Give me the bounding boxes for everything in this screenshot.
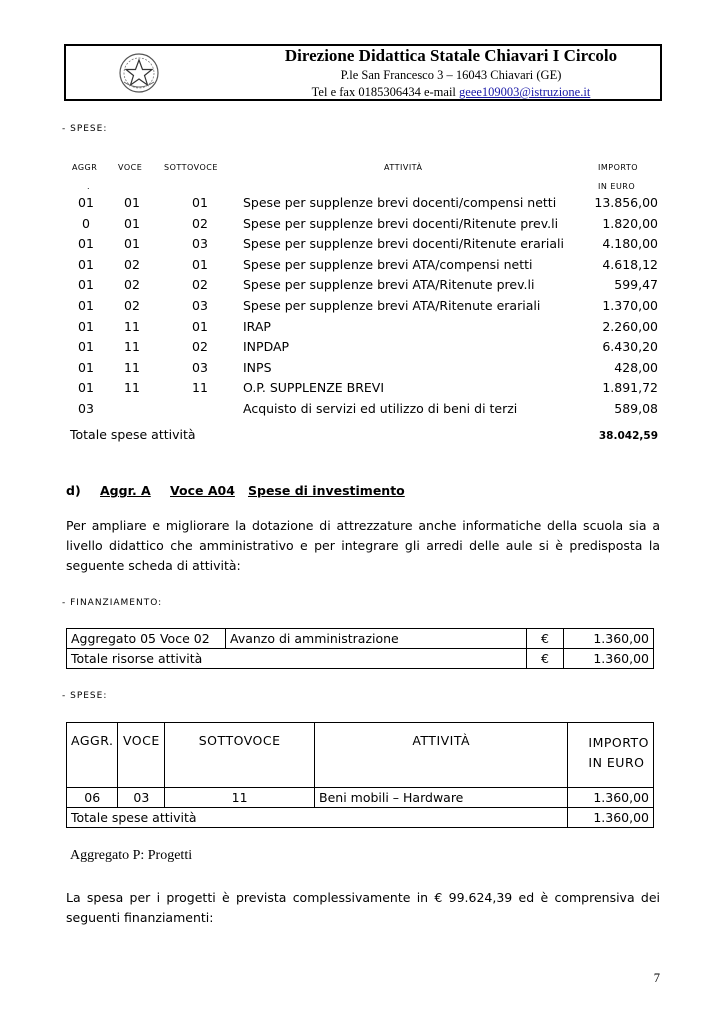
spese-cell-attivita: Spese per supplenze brevi docenti/compensi netti bbox=[243, 195, 557, 210]
col-head-aggr: AGGR bbox=[72, 163, 98, 172]
spese-label-2: - SPESE: bbox=[62, 691, 108, 701]
section-d-letter: d) bbox=[66, 483, 81, 498]
spese-cell-attivita: IRAP bbox=[243, 318, 271, 334]
spese-cell-importo: 1.891,72 bbox=[602, 380, 658, 396]
inv-head-sottovoce: SOTTOVOCE bbox=[165, 723, 315, 788]
aggregato-p-paragraph: La spesa per i progetti è prevista complessivamente in € 99.624,39 ed è comprensiva dei seguenti finanziamenti: bbox=[66, 890, 660, 925]
spese-cell-aggr: 01 bbox=[78, 277, 94, 293]
spese-cell-importo: 428,00 bbox=[614, 359, 658, 375]
table-row bbox=[67, 649, 654, 669]
inv-head-in-euro: IN EURO bbox=[588, 755, 645, 770]
school-name: Direzione Didattica Statale Chiavari I Circolo bbox=[284, 46, 618, 65]
total-spese-label: Totale spese attività bbox=[70, 427, 196, 442]
spese-cell-aggr: 01 bbox=[78, 298, 94, 313]
spese-cell-voce: 02 bbox=[124, 298, 140, 313]
page-number: 7 bbox=[653, 971, 660, 985]
spese-cell-importo: 2.260,00 bbox=[602, 318, 658, 334]
table-row bbox=[67, 808, 654, 828]
col-head-sottovoce: SOTTOVOCE bbox=[164, 163, 218, 172]
inv-head-attivita: ATTIVITÀ bbox=[315, 723, 568, 788]
fin-cell-currency: € bbox=[527, 629, 564, 649]
spese-cell-voce: 02 bbox=[124, 256, 140, 272]
spese-cell-sottovoce: 01 bbox=[192, 195, 208, 210]
spese-cell-importo: 4.180,00 bbox=[602, 236, 658, 252]
col-head-importo: IMPORTO bbox=[598, 163, 639, 172]
col-head-aggr-dot: . bbox=[87, 182, 91, 191]
spese-cell-voce: 02 bbox=[124, 277, 140, 293]
spese-cell-attivita: Spese per supplenze brevi ATA/compensi netti bbox=[243, 256, 533, 272]
spese-cell-attivita: O.P. SUPPLENZE BREVI bbox=[243, 380, 385, 396]
spese-cell-voce: 11 bbox=[124, 318, 140, 334]
spese-cell-importo: 6.430,20 bbox=[602, 339, 658, 355]
fin-cell-value: 1.360,00 bbox=[564, 629, 654, 649]
contact-phone: Tel e fax 0185306434 e-mail bbox=[311, 85, 460, 99]
spese-cell-attivita: Acquisto di servizi ed utilizzo di beni di terzi bbox=[243, 401, 518, 416]
inv-total-label: Totale spese attività bbox=[67, 808, 568, 828]
spese-cell-sottovoce: 11 bbox=[192, 380, 208, 396]
spese-cell-voce: 01 bbox=[124, 236, 140, 252]
fin-cell-aggregato: Aggregato 05 Voce 02 bbox=[67, 629, 226, 649]
col-head-in-euro: IN EURO bbox=[598, 182, 636, 191]
col-head-voce: VOCE bbox=[118, 163, 143, 172]
section-d-aggr: Aggr. A bbox=[100, 483, 151, 498]
spese-cell-importo: 4.618,12 bbox=[602, 256, 658, 272]
school-contact bbox=[244, 85, 658, 100]
spese-cell-attivita: Spese per supplenze brevi docenti/Ritenute prev.li bbox=[243, 215, 559, 231]
spese-cell-importo: 1.820,00 bbox=[602, 215, 658, 231]
total-spese-value: 38.042,59 bbox=[598, 430, 658, 442]
spese-cell-aggr: 01 bbox=[78, 236, 94, 252]
spese-label: - SPESE: bbox=[62, 124, 108, 134]
inv-cell-voce: 03 bbox=[118, 788, 165, 808]
section-d-title: Spese di investimento bbox=[248, 483, 405, 498]
table-row bbox=[67, 723, 654, 788]
aggregato-p-heading: Aggregato P: Progetti bbox=[70, 848, 193, 863]
spese-cell-attivita: Spese per supplenze brevi ATA/Ritenute erariali bbox=[243, 298, 541, 313]
spese-cell-sottovoce: 02 bbox=[192, 277, 208, 293]
col-head-attivita: ATTIVITÀ bbox=[384, 163, 423, 172]
spese-cell-voce: 11 bbox=[124, 359, 140, 375]
email-link[interactable]: geee109003@istruzione.it bbox=[459, 85, 591, 99]
spese-cell-aggr: 01 bbox=[78, 359, 94, 375]
spese-cell-aggr: 0 bbox=[82, 215, 90, 231]
inv-cell-attivita: Beni mobili – Hardware bbox=[315, 788, 568, 808]
italian-republic-emblem-icon bbox=[118, 52, 160, 94]
section-d-voce: Voce A04 bbox=[170, 483, 235, 498]
table-row bbox=[67, 788, 654, 808]
fin-total-currency: € bbox=[527, 649, 564, 669]
spese-cell-voce: 11 bbox=[124, 380, 140, 396]
spese-cell-sottovoce: 01 bbox=[192, 318, 208, 334]
inv-head-voce: VOCE bbox=[118, 723, 165, 788]
inv-total-value: 1.360,00 bbox=[568, 808, 654, 828]
spese-cell-sottovoce: 03 bbox=[192, 236, 208, 252]
table-row bbox=[67, 629, 654, 649]
inv-head-aggr: AGGR. bbox=[67, 723, 118, 788]
spese-cell-aggr: 01 bbox=[78, 380, 94, 396]
inv-head-importo bbox=[568, 723, 654, 788]
spese-cell-aggr: 01 bbox=[78, 256, 94, 272]
fin-total-label: Totale risorse attività bbox=[67, 649, 527, 669]
spese-cell-voce: 11 bbox=[124, 339, 140, 355]
spese-cell-importo: 589,08 bbox=[614, 401, 658, 416]
spese-investimento-table bbox=[66, 722, 654, 828]
spese-cell-voce: 01 bbox=[124, 215, 140, 231]
school-address: P.le San Francesco 3 – 16043 Chiavari (GE) bbox=[340, 68, 562, 82]
spese-cell-attivita: Spese per supplenze brevi ATA/Ritenute prev.li bbox=[243, 277, 535, 293]
spese-cell-importo: 1.370,00 bbox=[602, 298, 658, 313]
inv-cell-aggr: 06 bbox=[67, 788, 118, 808]
finanziamento-table bbox=[66, 628, 654, 669]
fin-total-value: 1.360,00 bbox=[564, 649, 654, 669]
spese-cell-sottovoce: 01 bbox=[192, 256, 208, 272]
spese-cell-importo: 13.856,00 bbox=[594, 195, 658, 210]
finanziamento-label: - FINANZIAMENTO: bbox=[62, 598, 163, 608]
spese-cell-attivita: Spese per supplenze brevi docenti/Ritenute erariali bbox=[243, 236, 564, 252]
spese-cell-sottovoce: 03 bbox=[192, 359, 208, 375]
spese-cell-sottovoce: 02 bbox=[192, 215, 208, 231]
spese-cell-aggr: 01 bbox=[78, 339, 94, 355]
spese-cell-aggr: 01 bbox=[78, 195, 94, 210]
spese-cell-aggr: 01 bbox=[78, 318, 94, 334]
inv-head-importo-label: IMPORTO bbox=[588, 735, 649, 750]
spese-cell-sottovoce: 03 bbox=[192, 298, 208, 313]
spese-cell-attivita: INPS bbox=[243, 359, 272, 375]
fin-cell-desc: Avanzo di amministrazione bbox=[226, 629, 527, 649]
spese-cell-attivita: INPDAP bbox=[243, 339, 290, 355]
section-d-paragraph: Per ampliare e migliorare la dotazione di attrezzature anche informatiche della scuola sia a livello didattico che amministrativo e per integrare gli arredi delle aule si è predisposta la seguente scheda di attività: bbox=[66, 518, 660, 573]
spese-cell-importo: 599,47 bbox=[614, 277, 658, 293]
spese-cell-voce: 01 bbox=[124, 195, 140, 210]
inv-cell-importo: 1.360,00 bbox=[568, 788, 654, 808]
inv-cell-sottovoce: 11 bbox=[165, 788, 315, 808]
spese-cell-sottovoce: 02 bbox=[192, 339, 208, 355]
spese-cell-aggr: 03 bbox=[78, 401, 94, 416]
